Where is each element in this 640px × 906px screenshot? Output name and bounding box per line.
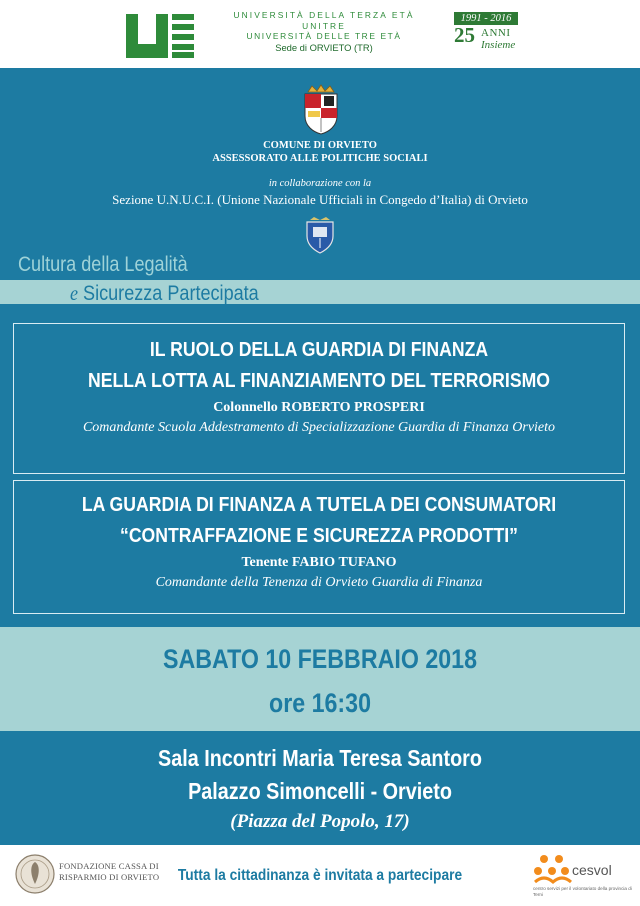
talk-2-title-line-1: LA GUARDIA DI FINANZA A TUTELA DEI CONSUMATORI (81, 493, 557, 516)
anniversary-subtitle: Insieme (481, 39, 516, 51)
fondazione-line-2: RISPARMIO DI ORVIETO (59, 872, 160, 882)
assessorato-name: ASSESSORATO ALLE POLITICHE SOCIALI (212, 153, 428, 164)
fondazione-line-1: FONDAZIONE CASSA DI (59, 861, 159, 871)
series-title-line-2-text: Sicurezza Partecipata (83, 282, 259, 305)
talk-1-speaker-role: Comandante Scuola Addestramento di Specializzazione Guardia di Finanza Orvieto (82, 420, 556, 435)
event-time: ore 16:30 (269, 688, 371, 718)
cesvol-tagline: centro servizi per il volontariato della provincia di Terni (533, 886, 632, 897)
university-heading (212, 10, 436, 55)
talk-box-1 (13, 323, 625, 474)
cesvol-logo-icon (532, 852, 572, 884)
event-address: (Piazza del Popolo, 17) (230, 811, 410, 832)
university-line-1: UNIVERSITÀ DELLA TERZA ETÀ (233, 10, 415, 20)
series-title-conjunction: e (70, 281, 79, 305)
orvieto-crest-icon (300, 84, 342, 136)
university-seat: Sede di ORVIETO (TR) (275, 42, 373, 53)
comune-block (0, 139, 640, 165)
talk-2-title-line-2: “CONTRAFFAZIONE E SICUREZZA PRODOTTI” (120, 524, 518, 547)
series-title-line-1: Cultura della Legalità (18, 253, 188, 276)
unuci-crest-icon (304, 216, 336, 254)
anniversary-badge (454, 12, 524, 51)
anniversary-label: ANNI (481, 27, 511, 39)
unuci-section-name: Sezione U.N.U.C.I. (Unione Nazionale Ufficiali in Congedo d’Italia) di Orvieto (112, 192, 528, 207)
cesvol-name: cesvol (572, 862, 612, 878)
collaboration-label: in collaborazione con la (268, 178, 372, 189)
talk-2-speaker: Tenente FABIO TUFANO (241, 555, 397, 570)
talk-box-2 (13, 480, 625, 614)
series-title-line-2 (70, 281, 259, 306)
invitation-text: Tutta la cittadinanza è invitata a partecipare (177, 867, 463, 884)
talk-1-speaker: Colonnello ROBERTO PROSPERI (213, 400, 425, 415)
talk-1-title-line-2: NELLA LOTTA AL FINANZIAMENTO DEL TERRORISMO (88, 369, 550, 392)
venue-line-2: Palazzo Simoncelli - Orvieto (188, 778, 452, 804)
talk-1-title-line-1: IL RUOLO DELLA GUARDIA DI FINANZA (149, 338, 489, 361)
collaboration-block (0, 177, 640, 208)
event-venue (45, 742, 595, 808)
anniversary-number: 25 (454, 23, 475, 47)
event-date: SABATO 10 FEBBRAIO 2018 (162, 644, 477, 674)
university-line-3: UNIVERSITÀ DELLE TRE ETÀ (246, 31, 402, 41)
university-line-2: UNITRE (302, 21, 346, 31)
unitre-logo-icon (124, 12, 196, 60)
anniversary-years: 1991 - 2016 (454, 12, 518, 25)
talk-2-speaker-role: Comandante della Tenenza di Orvieto Guardia di Finanza (155, 575, 483, 590)
venue-line-1: Sala Incontri Maria Teresa Santoro (158, 745, 482, 771)
comune-name: COMUNE DI ORVIETO (263, 140, 377, 151)
